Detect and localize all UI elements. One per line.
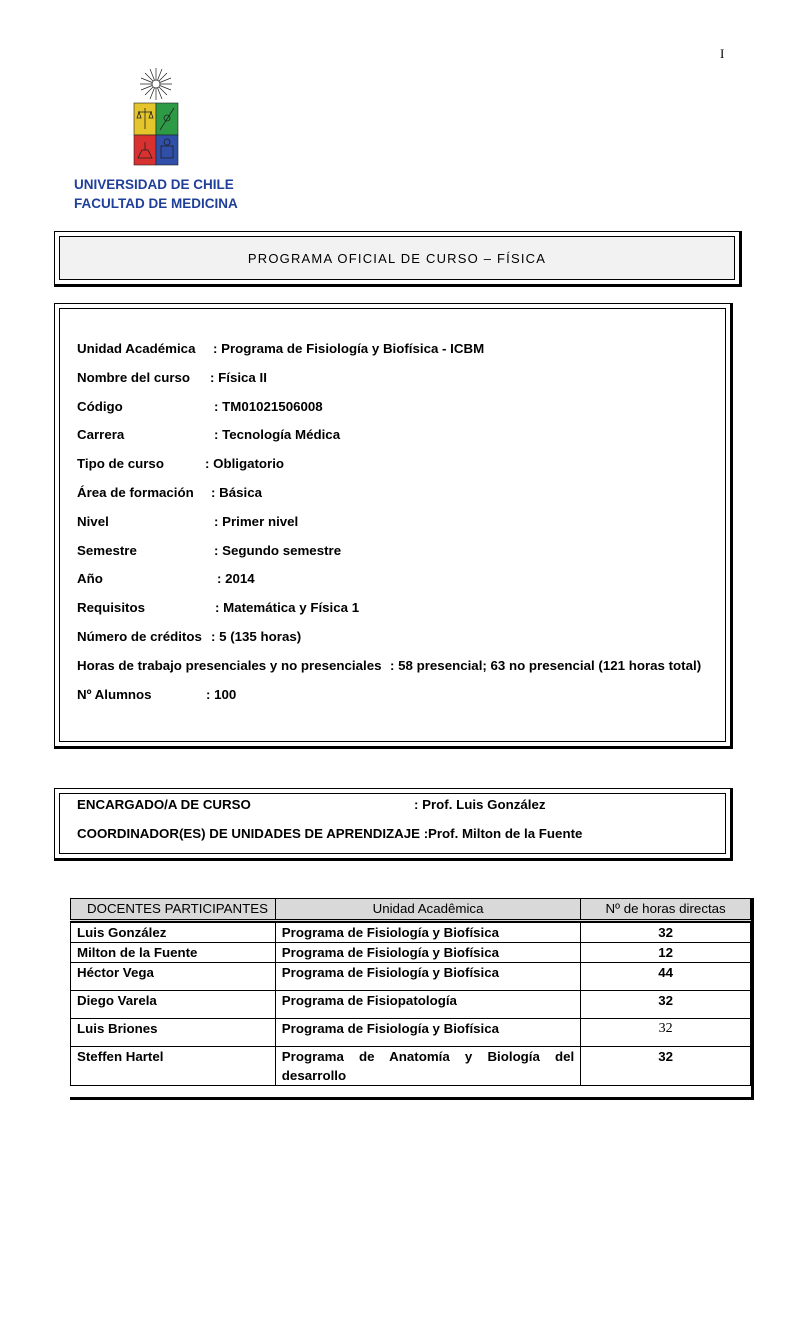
staff-table	[70, 898, 751, 1086]
docente-name: Milton de la Fuente	[71, 943, 276, 963]
info-label: Año	[77, 571, 103, 587]
info-value: : 100	[206, 686, 237, 702]
info-row-tipo	[77, 453, 727, 482]
encargado-label: ENCARGADO/A DE CURSO	[77, 797, 251, 812]
docente-name: Héctor Vega	[71, 963, 276, 991]
info-row-area	[77, 482, 727, 511]
course-info-list	[77, 338, 727, 712]
info-label: Nombre del curso	[77, 369, 191, 385]
info-label: Nivel	[77, 513, 109, 529]
docente-unidad: Programa de Fisiología y Biofísica	[275, 923, 580, 943]
info-value: : Básica	[211, 484, 262, 500]
table-row	[71, 1019, 751, 1047]
info-row-requisitos	[77, 597, 727, 626]
title-box	[54, 231, 742, 287]
docente-unidad: Programa de Fisiología y Biofísica	[275, 963, 580, 991]
table-row	[71, 1047, 751, 1086]
info-value: : Obligatorio	[205, 456, 285, 472]
info-label: Unidad Académica	[77, 341, 196, 356]
table-row	[71, 991, 751, 1019]
header-horas: Nº de horas directas	[581, 899, 751, 921]
docente-horas: 12	[581, 943, 751, 963]
docente-name: Luis González	[71, 923, 276, 943]
info-label: Carrera	[77, 427, 125, 443]
info-label: Semestre	[77, 542, 137, 558]
info-value: : Física II	[210, 369, 267, 385]
info-value: : Segundo semestre	[214, 542, 342, 558]
docente-horas: 32	[581, 923, 751, 943]
docente-name: Luis Briones	[71, 1019, 276, 1047]
header-docentes: DOCENTES PARTICIPANTES	[71, 899, 276, 921]
info-row-codigo	[77, 396, 727, 425]
info-row-creditos	[77, 626, 727, 655]
info-label: Área de formación	[77, 484, 194, 500]
docente-unidad: Programa de Fisiopatología	[275, 991, 580, 1019]
table-row	[71, 943, 751, 963]
document-title: PROGRAMA OFICIAL DE CURSO – FÍSICA	[59, 236, 735, 280]
info-row-nombre	[77, 367, 727, 396]
page-number: I	[720, 46, 725, 61]
docente-unidad: Programa de Anatomía y Biología del desarrollo	[275, 1047, 580, 1086]
university-crest-logo	[126, 66, 186, 168]
staff-table-frame	[70, 898, 754, 1100]
info-value: : TM01021506008	[214, 398, 323, 414]
info-value: : 5 (135 horas)	[211, 628, 302, 644]
docente-unidad: Programa de Fisiología y Biofísica	[275, 1019, 580, 1047]
docente-horas: 32	[581, 991, 751, 1019]
university-name: UNIVERSIDAD DE CHILE	[74, 177, 234, 192]
table-row	[71, 923, 751, 943]
info-row-carrera	[77, 424, 727, 453]
info-label: Código	[77, 398, 123, 414]
info-label: Número de créditos	[77, 628, 202, 644]
faculty-name: FACULTAD DE MEDICINA	[74, 196, 238, 211]
info-value: : 58 presencial; 63 no presencial (121 horas total)	[390, 657, 702, 673]
docente-horas: 32	[581, 1047, 751, 1086]
coordinador-value: Prof. Milton de la Fuente	[428, 826, 583, 841]
star-icon	[140, 68, 172, 100]
info-row-semestre	[77, 540, 727, 569]
table-header-row	[71, 899, 751, 921]
info-value: : Programa de Fisiología y Biofísica - ICBM	[213, 341, 485, 356]
info-label: Horas de trabajo presenciales y no presenciales	[77, 657, 382, 673]
info-label: Requisitos	[77, 600, 145, 616]
docente-name: Steffen Hartel	[71, 1047, 276, 1086]
table-row	[71, 963, 751, 991]
info-row-unidad	[77, 338, 727, 367]
info-row-anio	[77, 568, 727, 597]
encargado-value: : Prof. Luis González	[414, 797, 546, 812]
institution-header	[74, 175, 238, 213]
info-value: : 2014	[217, 571, 255, 587]
info-row-nivel	[77, 511, 727, 540]
info-label: Tipo de curso	[77, 456, 164, 472]
docente-name: Diego Varela	[71, 991, 276, 1019]
docente-horas: 44	[581, 963, 751, 991]
coordinador-label: COORDINADOR(ES) DE UNIDADES DE APRENDIZAJE :	[77, 826, 429, 841]
info-value: : Tecnología Médica	[214, 427, 341, 443]
docente-horas: 32	[581, 1019, 751, 1047]
info-value: : Primer nivel	[214, 513, 299, 529]
info-row-horas	[77, 655, 727, 684]
info-label: Nº Alumnos	[77, 686, 152, 702]
docente-unidad: Programa de Fisiología y Biofísica	[275, 943, 580, 963]
info-value: : Matemática y Física 1	[215, 600, 360, 616]
header-unidad: Unidad Acadêmica	[275, 899, 580, 921]
info-row-alumnos	[77, 684, 727, 713]
